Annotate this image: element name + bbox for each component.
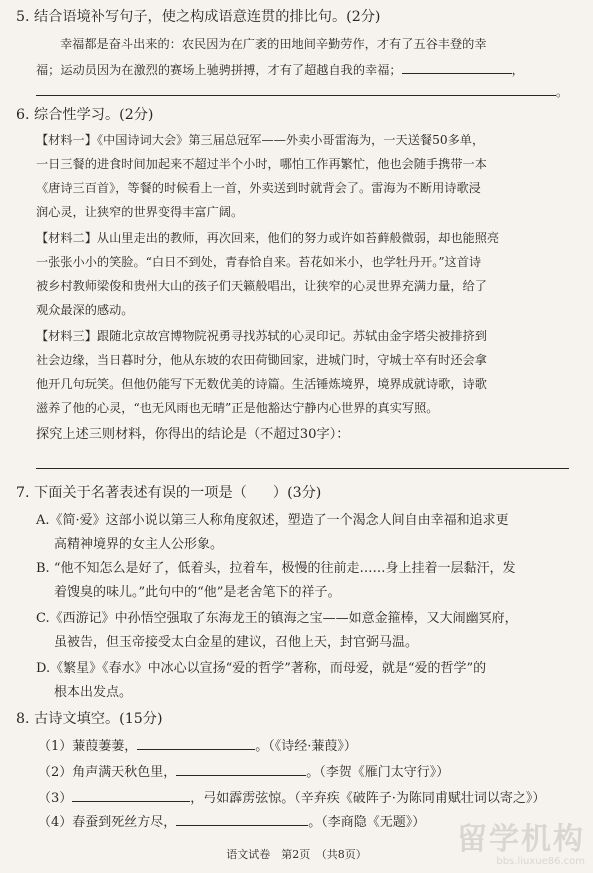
q5-line-2-end: ， bbox=[511, 63, 524, 77]
watermark-url: bbs.liuxue86.com bbox=[496, 856, 585, 867]
q7-title-text: 7. 下面关于名著表述有误的一项是（ bbox=[16, 485, 247, 501]
q7-option-d: D.《繁星》《春水》中冰心以宣扬“爱的哲学”著称，而母爱，就是“爱的哲学”的 bbox=[36, 661, 487, 676]
q6-material-2-line: 被乡村教师梁俊和贵州大山的孩子们天籁般唱出，让狭窄的心灵世界充满力量，给了 bbox=[36, 279, 487, 293]
q8-item-1 bbox=[38, 738, 357, 753]
q7-option-b: B. “他不知怎么是好了，低着头，拉着车，极慢的往前走……身上挂着一层黏汗，发 bbox=[36, 561, 516, 576]
q6-material-3-line: 滋养了他的心灵，“也无风雨也无晴”正是他豁达宁静内心世界的真实写照。 bbox=[36, 401, 439, 415]
q6-material-2-line: 【材料二】从山里走出的教师，再次回来，他们的努力或许如苔藓般微弱，却也能照亮 bbox=[36, 231, 500, 245]
q6-material-3-line: 【材料三】跟随北京故宫博物院祝勇寻找苏轼的心灵印记。苏轼由金字塔尖被排挤到 bbox=[36, 329, 487, 343]
q6-material-2-line: 观众最深的感动。 bbox=[36, 303, 134, 317]
q8-item-2-post: 。（李贺《雁门太守行》） bbox=[306, 765, 450, 780]
q7-option-a: A.《简·爱》这部小说以第三人称角度叙述，塑造了一个渴念人间自由幸福和追求更 bbox=[36, 513, 509, 528]
q8-item-3-post: ，弓如霹雳弦惊。（辛弃疾《破阵子·为陈同甫赋壮词以寄之》） bbox=[190, 791, 546, 806]
q6-material-1-line: 《唐诗三百首》，等餐的时候看上一首，外卖送到时就背会了。雷海为不断用诗歌浸 bbox=[36, 181, 481, 195]
q8-item-1-blank[interactable] bbox=[137, 738, 255, 750]
q8-item-1-post: 。（《诗经·蒹葭》） bbox=[255, 739, 357, 754]
q6-material-3-line: 他开几句玩笑。但他仍能写下无数优美的诗篇。生活锤炼境界，境界成就诗歌，诗歌 bbox=[36, 377, 487, 391]
q6-material-2-line: 一张张小小的笑脸。“白日不到处，青春恰自来。苔花如米小，也学牡丹开。”这首诗 bbox=[36, 255, 482, 269]
q5-line-1: 幸福都是奋斗出来的：农民因为在广袤的田地间辛勤劳作，才有了五谷丰登的幸 bbox=[60, 37, 487, 51]
q5-line-2 bbox=[36, 62, 524, 76]
site-watermark-logo bbox=[457, 814, 585, 867]
q6-prompt: 探究上述三则材料，你得出的结论是（不超过30字）： bbox=[36, 427, 350, 442]
q7-title bbox=[16, 486, 321, 500]
q6-material-1-line: 润心灵，让狭窄的世界变得丰富广阔。 bbox=[36, 205, 244, 219]
q5-line-3-end: 。 bbox=[556, 85, 569, 99]
q8-title: 8. 古诗文填空。(15分) bbox=[16, 711, 163, 727]
q5-answer-blank-1[interactable] bbox=[402, 62, 512, 74]
q5-title: 5. 结合语境补写句子，使之构成语意连贯的排比句。(2分) bbox=[16, 9, 381, 25]
q8-item-4-post: 。（李商隐《无题》） bbox=[308, 815, 426, 830]
q7-option-d-cont: 根本出发点。 bbox=[54, 685, 133, 700]
page-footer: 语文试卷 第2页 （共8页） bbox=[226, 848, 367, 861]
q8-item-1-pre: （1）蒹葭萋萋， bbox=[38, 739, 138, 754]
q7-option-a-cont: 高精神境界的女主人公形象。 bbox=[54, 537, 224, 552]
q8-item-2-blank[interactable] bbox=[176, 764, 306, 776]
q6-material-1-line: 一日三餐的进食时间加起来不超过半个小时，哪怕工作再繁忙，他也会随手携带一本 bbox=[36, 157, 487, 171]
watermark-title: 留学机构 bbox=[457, 822, 585, 857]
q8-item-3 bbox=[38, 790, 545, 805]
q6-material-1-line: 【材料一】《中国诗词大会》第三届总冠军——外卖小哥雷海为，一天送餐50多单， bbox=[36, 133, 485, 147]
q7-option-c: C.《西游记》中孙悟空强取了东海龙王的镇海之宝——如意金箍棒，又大闹幽冥府， bbox=[36, 611, 518, 626]
q6-answer-line[interactable] bbox=[36, 468, 569, 469]
q8-item-4-pre: （4）春蚕到死丝方尽， bbox=[38, 815, 177, 830]
q8-item-4 bbox=[38, 814, 425, 829]
q8-item-3-pre: （3） bbox=[38, 791, 73, 806]
q7-option-c-cont: 虽被告，但玉帝接受太白金星的建议，召他上天，封官弼马温。 bbox=[54, 635, 419, 650]
q6-title: 6. 综合性学习。(2分) bbox=[16, 107, 154, 123]
q5-answer-blank-2[interactable] bbox=[36, 84, 556, 96]
q5-line-2-text: 福；运动员因为在激烈的赛场上驰骋拼搏，才有了超越自我的幸福； bbox=[36, 63, 402, 77]
q6-material-3-line: 社会边缘，当日暮时分，他从东坡的农田荷锄回家，进城门时，守城士卒有时还会拿 bbox=[36, 353, 487, 367]
q5-line-3 bbox=[36, 84, 568, 98]
q7-option-b-cont: 着馊臭的味儿。”此句中的“他”是老舍笔下的祥子。 bbox=[54, 585, 341, 600]
q8-item-3-blank[interactable] bbox=[72, 790, 190, 802]
q8-item-2-pre: （2）角声满天秋色里， bbox=[38, 765, 177, 780]
q8-item-2 bbox=[38, 764, 449, 779]
q7-title-score: ）(3分) bbox=[272, 485, 322, 501]
q8-item-4-blank[interactable] bbox=[176, 814, 308, 826]
